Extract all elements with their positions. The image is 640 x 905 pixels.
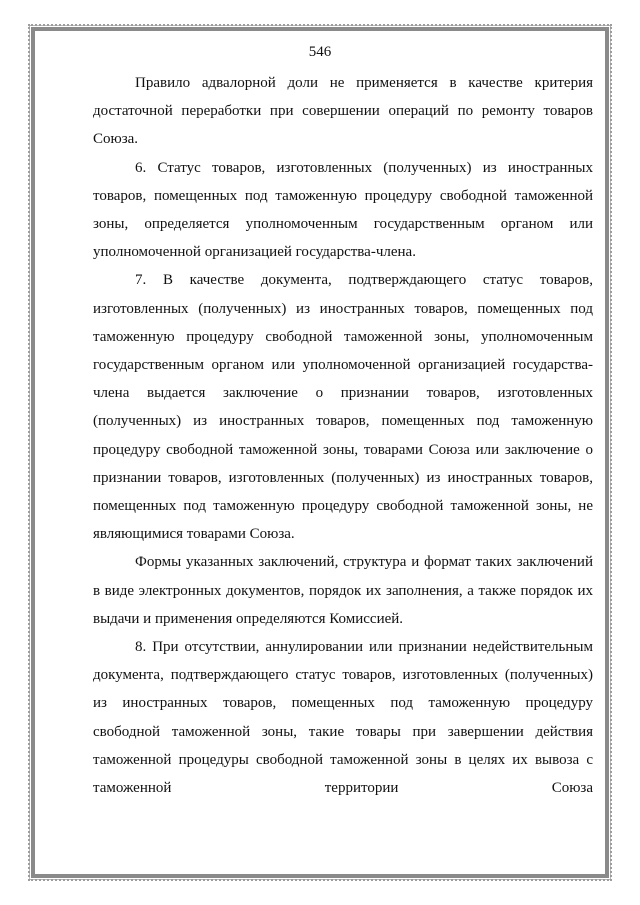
paragraph-ad-valorem: Правило адвалорной доли не применяется в качестве критерия достаточной переработки при совершении операций по ремонту товаров Союза. bbox=[93, 75, 593, 148]
document-page-frame bbox=[31, 27, 609, 878]
paragraph-conclusion-forms: Формы указанных заключений, структура и формат таких заключений в виде электронных документов, порядок их заполнения, а также порядок их выдачи и применения определяются Комиссией. bbox=[93, 554, 593, 627]
paragraph-6-status: 6. Статус товаров, изготовленных (полученных) из иностранных товаров, помещенных под таможенную процедуру свободной таможенной зоны, определяется уполномоченным государственным органом или уполномоченной организацией государства-члена. bbox=[93, 159, 593, 261]
paragraph-7-document: 7. В качестве документа, подтверждающего статус товаров, изготовленных (полученных) из иностранных товаров, помещенных под таможенную процедуру свободной таможенной зоны, уполномоченным государственным органом или уполномоченной организацией государства-члена выдается заключение о признании товаров, изготовленных (полученных) из иностранных товаров, помещенных под таможенную процедуру свободной таможенной зоны, товарами Союза или заключение о признании товаров, изготовленных (полученных) из иностранных товаров, помещенных под таможенную процедуру свободной таможенной зоны, не являющимися товарами Союза. bbox=[93, 272, 593, 543]
paragraph-8-absence: 8. При отсутствии, аннулировании или признании недействительным документа, подтверждающего статус товаров, изготовленных (полученных) из иностранных товаров, помещенных под таможенную процедуру свободной таможенной зоны, такие товары при завершении действия таможенной процедуры свободной таможенной зоны в целях их вывоза с таможенной территории Союза bbox=[93, 639, 593, 797]
page-number: 546 bbox=[308, 44, 332, 60]
document-body bbox=[93, 69, 593, 802]
